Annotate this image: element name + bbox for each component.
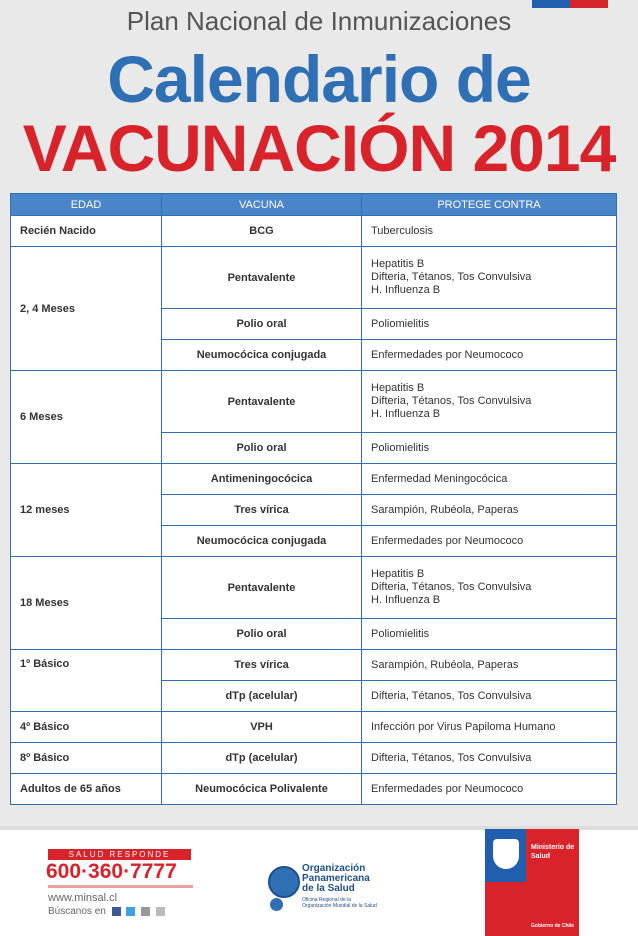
vaccine-cell: Pentavalente [162, 557, 362, 619]
protects-cell: Sarampión, Rubéola, Paperas [362, 495, 617, 526]
vaccine-cell: Pentavalente [162, 371, 362, 433]
vaccine-cell: Polio oral [162, 433, 362, 464]
age-cell: 8º Básico [11, 743, 162, 774]
header-age: EDAD [11, 194, 162, 216]
vaccine-cell: Polio oral [162, 619, 362, 650]
age-cell: 18 Meses [11, 557, 162, 650]
ministerio-salud-logo [485, 829, 579, 936]
gobierno-label: Gobierno de Chile [531, 923, 575, 929]
vaccine-cell: Pentavalente [162, 247, 362, 309]
vaccine-cell: Tres vírica [162, 650, 362, 681]
ministerio-name: Ministerio de Salud [531, 844, 575, 860]
youtube-icon[interactable] [141, 907, 150, 916]
vaccine-cell: Polio oral [162, 309, 362, 340]
vaccine-cell: Neumocócica conjugada [162, 526, 362, 557]
protects-cell: Hepatitis B Difteria, Tétanos, Tos Convulsiva H. Influenza B [362, 557, 617, 619]
protects-cell: Enfermedades por Neumococo [362, 774, 617, 805]
protects-cell: Hepatitis B Difteria, Tétanos, Tos Convulsiva H. Influenza B [362, 371, 617, 433]
age-cell: Recién Nacido [11, 216, 162, 247]
vaccine-cell: dTp (acelular) [162, 743, 362, 774]
age-cell: 2, 4 Meses [11, 247, 162, 371]
protects-cell: Poliomielitis [362, 309, 617, 340]
table-row [11, 557, 617, 619]
header-vaccine: VACUNA [162, 194, 362, 216]
table-row [11, 743, 617, 774]
vaccination-table [10, 193, 617, 805]
protects-cell: Enfermedades por Neumococo [362, 340, 617, 371]
vaccine-cell: Antimeningocócica [162, 464, 362, 495]
table-row [11, 712, 617, 743]
salud-responde-phone[interactable]: 600·360·7777 [46, 860, 177, 883]
vaccine-cell: Tres vírica [162, 495, 362, 526]
vaccine-cell: Neumocócica conjugada [162, 340, 362, 371]
vaccine-cell: VPH [162, 712, 362, 743]
protects-cell: Enfermedades por Neumococo [362, 526, 617, 557]
find-us-label: Búscanos en [48, 906, 106, 917]
paho-globe-icon [268, 866, 300, 898]
protects-cell: Enfermedad Meningocócica [362, 464, 617, 495]
paho-name: Organización Panamericana de la Salud [302, 863, 370, 894]
table-row [11, 216, 617, 247]
vaccine-cell: dTp (acelular) [162, 681, 362, 712]
social-links [48, 906, 165, 917]
minsal-url[interactable]: www.minsal.cl [48, 892, 118, 904]
table-row [11, 464, 617, 495]
protects-cell: Poliomielitis [362, 619, 617, 650]
protects-cell: Infección por Virus Papiloma Humano [362, 712, 617, 743]
age-cell: Adultos de 65 años [11, 774, 162, 805]
protects-cell: Poliomielitis [362, 433, 617, 464]
age-cell: 6 Meses [11, 371, 162, 464]
program-title: Plan Nacional de Inmunizaciones [126, 6, 512, 36]
salud-responde-fineprint [48, 885, 193, 888]
header-protects: PROTEGE CONTRA [362, 194, 617, 216]
protects-cell: Difteria, Tétanos, Tos Convulsiva [362, 743, 617, 774]
who-emblem-icon [270, 898, 283, 911]
salud-responde-label: SALUD RESPONDE [48, 849, 191, 860]
table-header-row [11, 194, 617, 216]
flickr-icon[interactable] [156, 907, 165, 916]
table-row [11, 774, 617, 805]
vaccine-cell: Neumocócica Polivalente [162, 774, 362, 805]
table-row [11, 650, 617, 681]
facebook-icon[interactable] [112, 907, 121, 916]
age-cell: 4º Básico [11, 712, 162, 743]
protects-cell: Hepatitis B Difteria, Tétanos, Tos Convulsiva H. Influenza B [362, 247, 617, 309]
age-cell: 1º Básico [11, 650, 162, 712]
table-row [11, 371, 617, 433]
paho-subtitle: Oficina Regional de la Organización Mundial de la Salud [302, 897, 377, 909]
twitter-icon[interactable] [126, 907, 135, 916]
calendar-title: Calendario de [107, 42, 531, 116]
protects-cell: Tuberculosis [362, 216, 617, 247]
coat-of-arms-icon [493, 839, 519, 869]
vaccine-cell: BCG [162, 216, 362, 247]
protects-cell: Sarampión, Rubéola, Paperas [362, 650, 617, 681]
vaccination-year-title: VACUNACIÓN 2014 [22, 111, 616, 185]
table-row [11, 247, 617, 309]
protects-cell: Difteria, Tétanos, Tos Convulsiva [362, 681, 617, 712]
age-cell: 12 meses [11, 464, 162, 557]
